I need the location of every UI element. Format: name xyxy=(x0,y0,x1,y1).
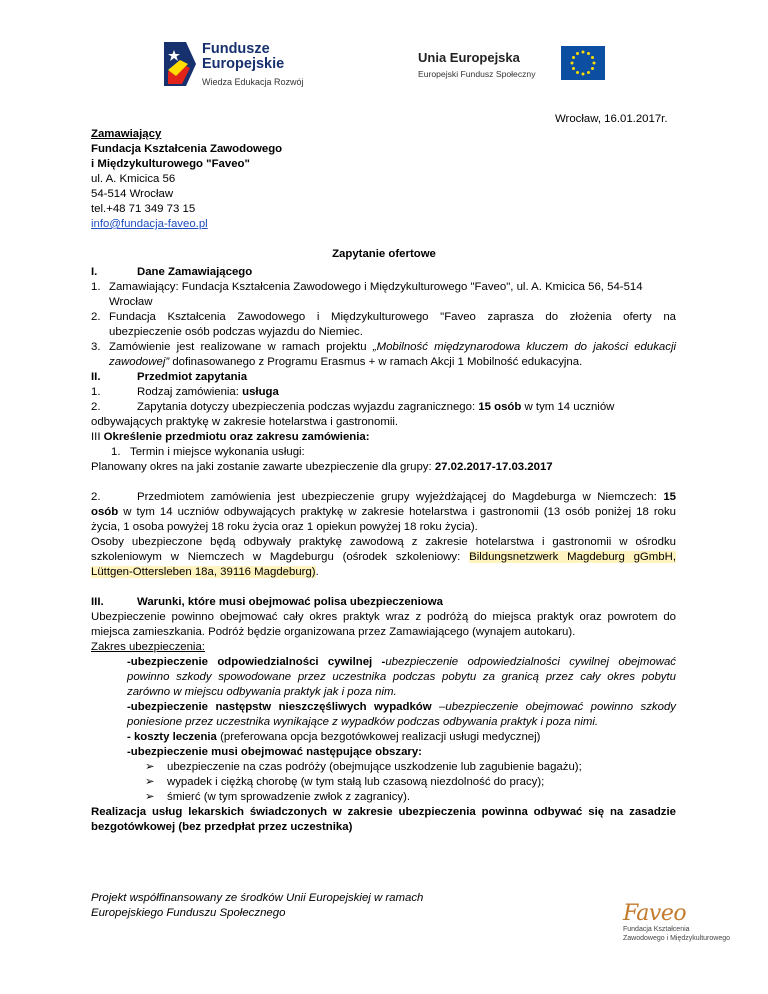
s3a-para-end: . xyxy=(315,566,319,578)
document-title: Zapytanie ofertowe xyxy=(332,248,436,260)
list-item xyxy=(145,775,544,790)
s3a-heading xyxy=(91,430,370,445)
arrow-bullet-icon: ➢ xyxy=(145,791,155,803)
s1-item3-project-title: „Mobilność międzynarodowa kluczem do jakości edukacji xyxy=(372,341,677,353)
s2-item2-text-end: w tym 14 uczniów xyxy=(521,401,615,413)
s3b-para-line2: miejsca zamieszkania. Podróż będzie organizowana przez Zamawiającego (wynajem autokaru). xyxy=(91,626,576,638)
s3b-title: Warunki, które musi obejmować polisa ubezpieczeniowa xyxy=(137,596,443,608)
s3a-num: III xyxy=(91,431,104,443)
s3b-medical-title: - koszty leczenia xyxy=(127,731,217,743)
sender-name-line1: Fundacja Kształcenia Zawodowego xyxy=(91,143,283,155)
s3a-para-text: szkoleniowym w Niemczech w Magdeburgu (ośrodek szkoleniowy: xyxy=(91,551,470,563)
s3a-item2-line2 xyxy=(91,505,676,520)
list-item xyxy=(145,790,410,805)
s3a-para-line1: Osoby ubezpieczone będą odbywały praktykę zawodową z zakresie hotelarstwa i gastronomii w ośrodku xyxy=(91,536,676,548)
fe-flag-icon xyxy=(164,42,196,86)
footer-line2: Europejskiego Funduszu Społecznego xyxy=(91,907,286,919)
sender-email-link[interactable]: info@fundacja-faveo.pl xyxy=(91,218,208,230)
s3a-item2-line3: życia, 1 osoba powyżej 18 roku życia oraz 1 opiekun powyżej 18 roku życia). xyxy=(91,521,478,533)
s3b-nnw-title: -ubezpieczenie następstw nieszczęśliwych wypadków xyxy=(127,701,432,713)
s3a-item2-count: 15 xyxy=(663,491,676,503)
arrow-bullet-icon: ➢ xyxy=(145,761,155,773)
s3a-period-value: 27.02.2017-17.03.2017 xyxy=(434,461,553,473)
eu-flag-icon xyxy=(561,46,605,80)
s2-title: Przedmiot zapytania xyxy=(137,371,248,383)
s3b-scope-label: Zakres ubezpieczenia: xyxy=(91,641,205,653)
arrow-bullet-icon: ➢ xyxy=(145,776,155,788)
ue-logo-title: Unia Europejska xyxy=(418,50,520,65)
s3a-training-center-name: Bildungsnetzwerk Magdeburg gGmbH, xyxy=(469,551,676,563)
s3b-oc-desc-cont: powinno szkody spowodowane przez uczestnika podczas pobytu za granicą przez cały okres pobytu xyxy=(127,671,676,683)
faveo-logo-sub2: Zawodowego i Międzykulturowego xyxy=(623,935,730,942)
s1-item2-line1: Fundacja Kształcenia Zawodowego i Międzykulturowego "Faveo zaprasza do złożenia oferty na xyxy=(109,311,676,323)
sender-name-line2: i Międzykulturowego "Faveo" xyxy=(91,158,250,170)
s3a-training-center-address: Lüttgen-Ottersleben 18a, 39116 Magdeburg) xyxy=(91,566,316,578)
s3b-para-line1: Ubezpieczenie powinno obejmować cały okres praktyk wraz z podróżą do miejsca praktyk oraz powrotem do xyxy=(91,611,676,623)
s2-item1 xyxy=(137,385,279,400)
s3b-final-line2: bezgotówkowej (bez przedpłat przez uczestnika) xyxy=(91,821,353,833)
s1-item3-text: Zamówienie jest realizowane w ramach projektu xyxy=(109,341,373,353)
s3a-period-label: Planowany okres na jaki zostanie zawarte ubezpieczenie dla grupy: xyxy=(91,461,435,473)
s2-item2-text: Zapytania dotyczy ubezpieczenia podczas wyjazdu zagranicznego: xyxy=(137,401,479,413)
bullet-text: ubezpieczenie na czas podróży (obejmujące uszkodzenie lub zagubienie bagażu); xyxy=(167,761,582,773)
s1-item1-line1: Zamawiający: Fundacja Kształcenia Zawodowego i Międzykulturowego "Faveo", ul. A. Kmicica 56, 54-514 xyxy=(109,281,643,293)
fe-logo-line1: Fundusze xyxy=(202,41,270,57)
s3a-item1-text: Termin i miejsce wykonania usługi: xyxy=(130,446,305,458)
s3b-oc-desc-end: zarówno w miejscu odbywania praktyk jak i poza nim. xyxy=(127,686,397,698)
footer-line1: Projekt współfinansowany ze środków Unii Europejskiej w ramach xyxy=(91,892,424,904)
s3b-oc-desc: ubezpieczenie odpowiedzialności cywilnej obejmować xyxy=(385,656,676,668)
s1-item1-num: 1. xyxy=(91,281,101,293)
s3b-medical-desc: (preferowana opcja bezgotówkowej realizacji usługi medycznej) xyxy=(216,731,541,743)
faveo-logo-sub1: Fundacja Kształcenia xyxy=(623,926,690,933)
ue-logo xyxy=(418,46,608,86)
s3b-nnw-line1 xyxy=(127,700,676,715)
s1-item2-line2: ubezpieczenie osób podczas wyjazdu do Niemiec. xyxy=(109,326,363,338)
s3b-oc-line3 xyxy=(127,685,397,700)
bullet-text: wypadek i ciężką chorobę (w tym stałą lub czasową niezdolność do pracy); xyxy=(167,776,545,788)
s3b-oc-line2 xyxy=(127,670,676,685)
s3b-final-line1: Realizacja usług lekarskich świadczonych w zakresie ubezpieczenia powinna odbywać się na zasadzie xyxy=(91,806,676,818)
s2-item1-label: Rodzaj zamówienia: xyxy=(137,386,243,398)
s1-item1-line2: Wrocław xyxy=(109,296,153,308)
sender-label: Zamawiający xyxy=(91,128,162,140)
s3b-medical-costs xyxy=(127,730,540,745)
s3b-nnw-desc-cont: poniesione przez uczestnika wynikające z wypadków podczas odbywania praktyk i poza nimi. xyxy=(127,716,599,728)
s1-item3-line1 xyxy=(109,340,676,355)
s2-item2-line1 xyxy=(137,400,614,415)
s3a-title: Określenie przedmiotu oraz zakresu zamówienia: xyxy=(103,431,370,443)
s1-item3-funding: dofinasowanego z Programu Erasmus + w ramach Akcji 1 Mobilność edukacyjna. xyxy=(169,356,583,368)
fe-logo-line2: Europejskie xyxy=(202,56,285,72)
sender-street: ul. A. Kmicica 56 xyxy=(91,173,176,185)
s2-item2-line2: odbywających praktykę w zakresie hotelarstwa i gastronomii. xyxy=(91,416,399,428)
s3a-item1-num: 1. xyxy=(111,446,121,458)
document-date: Wrocław, 16.01.2017r. xyxy=(555,113,668,125)
sender-city: 54-514 Wrocław xyxy=(91,188,174,200)
s3b-areas-label: -ubezpieczenie musi obejmować następujące obszary: xyxy=(127,746,422,758)
s3a-item2-text-cont: w tym 14 uczniów odbywających praktykę w zakresie hotelarstwa i gastronomii (13 osób poniżej 18 roku xyxy=(118,506,676,518)
s3b-oc-title: -ubezpieczenie odpowiedzialności cywilnej - xyxy=(127,656,386,668)
s3b-nnw-desc: –ubezpieczenie obejmować powinno szkody xyxy=(431,701,676,713)
s3b-num: III. xyxy=(91,596,104,608)
s1-item3-line2 xyxy=(109,355,582,370)
s1-num: I. xyxy=(91,266,98,278)
s3b-nnw-line2 xyxy=(127,715,598,730)
s2-num: II. xyxy=(91,371,101,383)
s1-item3-project-title-end: zawodowej” xyxy=(109,356,170,368)
s2-item2-count: 15 osób xyxy=(478,401,522,413)
s3a-period xyxy=(91,460,553,475)
s2-item1-num: 1. xyxy=(91,386,101,398)
sender-phone: tel.+48 71 349 73 15 xyxy=(91,203,196,215)
s1-item2-num: 2. xyxy=(91,311,101,323)
s3a-item2-line1 xyxy=(137,490,676,505)
fe-logo-sub: Wiedza Edukacja Rozwój xyxy=(202,77,304,87)
faveo-logo-word: Faveo xyxy=(623,901,687,926)
bullet-text: śmierć (w tym sprowadzenie zwłok z zagranicy). xyxy=(167,791,411,803)
s3a-item2-text: Przedmiotem zamówienia jest ubezpieczenie grupy wyjeżdżającej do Magdeburga w Niemczech: xyxy=(137,491,664,503)
s3a-item2-num: 2. xyxy=(91,491,101,503)
s2-item2-num: 2. xyxy=(91,401,101,413)
s2-item1-value: usługa xyxy=(242,386,279,398)
list-item xyxy=(145,760,582,775)
s1-item3-num: 3. xyxy=(91,341,101,353)
s3b-oc-line1 xyxy=(127,655,676,670)
s3a-para-line2 xyxy=(91,550,676,565)
faveo-logo xyxy=(623,903,743,947)
fe-logo xyxy=(164,40,324,88)
ue-logo-sub: Europejski Fundusz Społeczny xyxy=(418,69,536,80)
s3a-para-line3 xyxy=(91,565,319,580)
s3a-item2-count-unit: osób xyxy=(91,506,119,518)
s1-title: Dane Zamawiającego xyxy=(137,266,253,278)
